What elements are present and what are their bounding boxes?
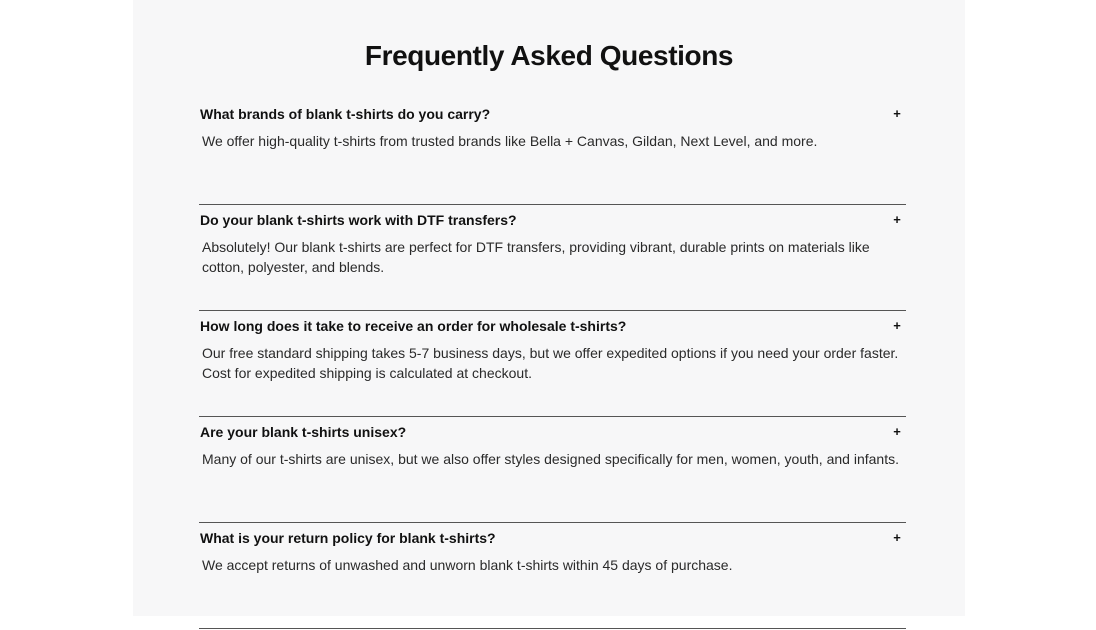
- faq-answer: We offer high-quality t-shirts from trusted brands like Bella + Canvas, Gildan, Next Level, and more.: [202, 133, 818, 149]
- faq-title: Frequently Asked Questions: [364, 40, 734, 71]
- faq-answer: Many of our t-shirts are unisex, but we also offer styles designed specifically for men, women, youth, and infants.: [202, 451, 899, 467]
- faq-list: [199, 100, 906, 630]
- plus-icon[interactable]: +: [893, 212, 901, 227]
- faq-answer: Our free standard shipping takes 5-7 business days, but we offer expedited options if you need your order faster. Cost for expedited shipping is calculated at checkout.: [202, 345, 899, 381]
- faq-question[interactable]: What brands of blank t-shirts do you carry?: [200, 106, 491, 122]
- faq-section: [133, 0, 965, 616]
- plus-icon[interactable]: +: [893, 424, 901, 439]
- faq-item-brands[interactable]: [199, 100, 906, 205]
- faq-item-return-policy[interactable]: [199, 524, 906, 629]
- faq-question[interactable]: How long does it take to receive an order for wholesale t-shirts?: [200, 318, 627, 334]
- faq-question[interactable]: What is your return policy for blank t-shirts?: [200, 530, 496, 546]
- plus-icon[interactable]: +: [893, 530, 901, 545]
- faq-question[interactable]: Do your blank t-shirts work with DTF transfers?: [200, 212, 517, 228]
- faq-answer: We accept returns of unwashed and unworn blank t-shirts within 45 days of purchase.: [202, 557, 733, 573]
- faq-item-shipping-time[interactable]: [199, 312, 906, 417]
- faq-question[interactable]: Are your blank t-shirts unisex?: [200, 424, 407, 440]
- faq-item-unisex[interactable]: [199, 418, 906, 523]
- plus-icon[interactable]: +: [893, 318, 901, 333]
- plus-icon[interactable]: +: [893, 106, 901, 121]
- faq-item-dtf-transfers[interactable]: [199, 206, 906, 311]
- faq-answer: Absolutely! Our blank t-shirts are perfect for DTF transfers, providing vibrant, durable prints on materials like cotton, polyester, and blends.: [202, 239, 870, 275]
